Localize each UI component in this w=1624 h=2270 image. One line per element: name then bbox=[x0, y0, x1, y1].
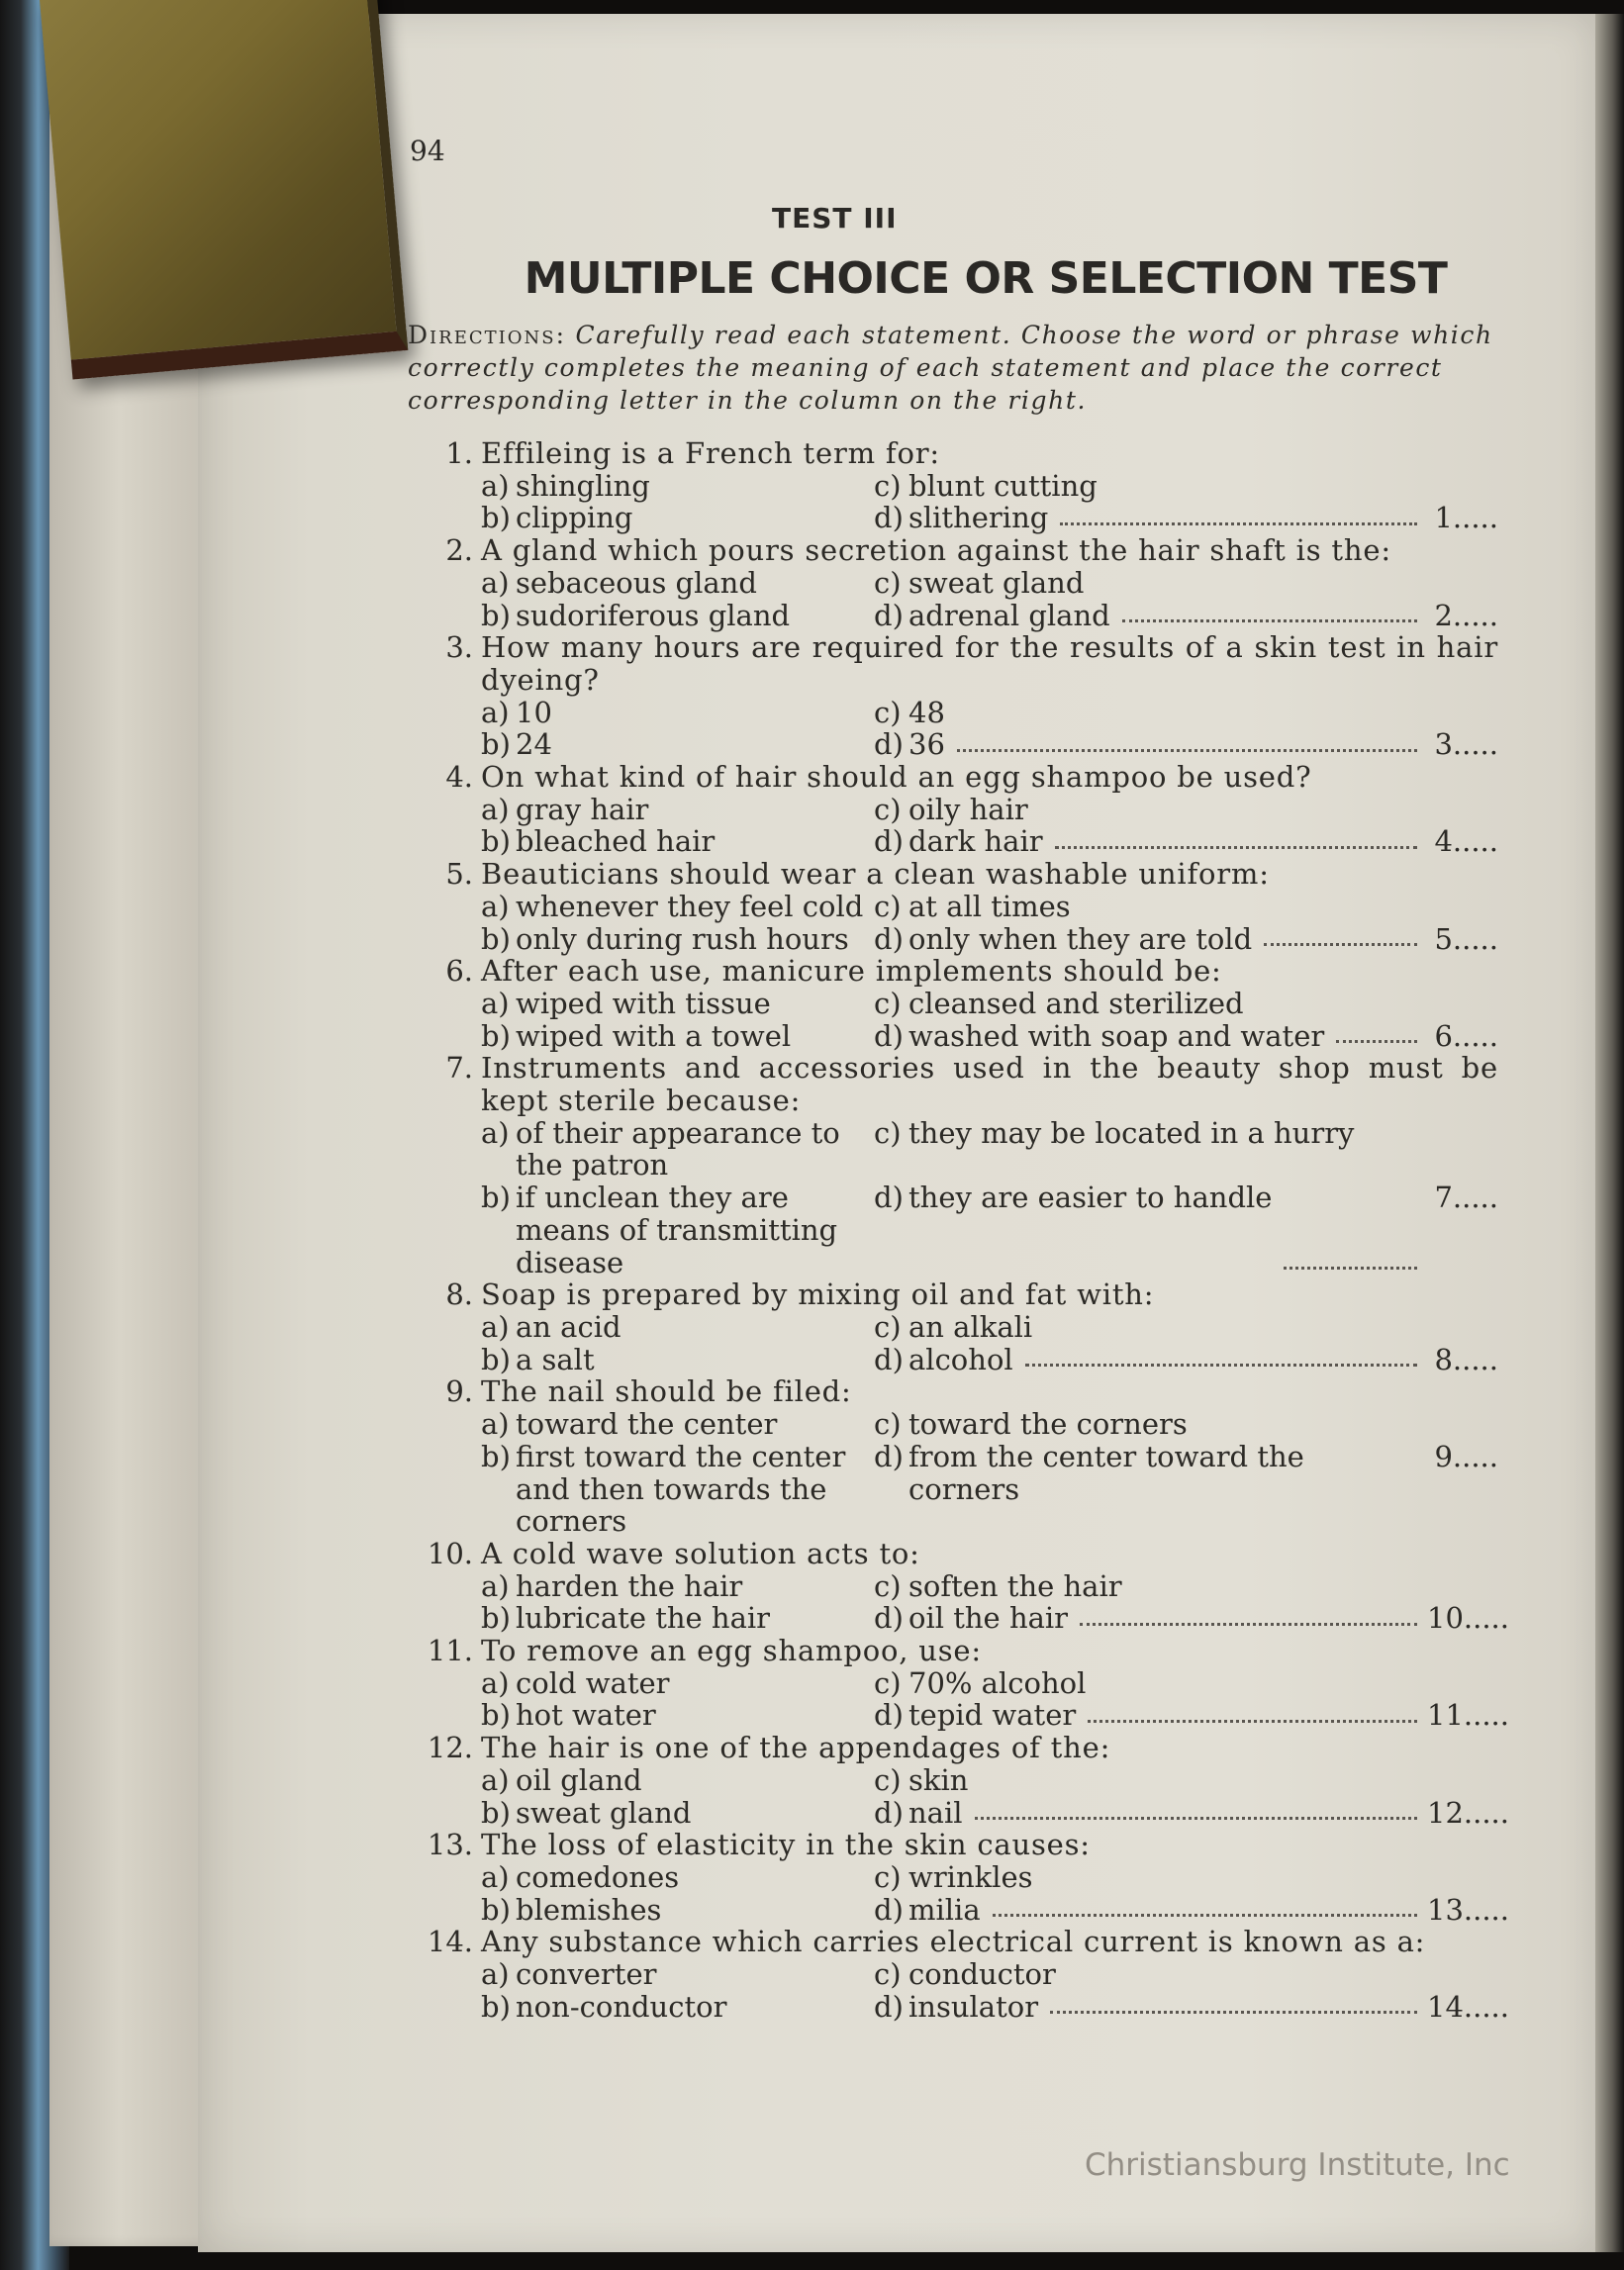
option-a: 10 bbox=[516, 695, 552, 729]
book-right-edge bbox=[1595, 14, 1624, 2252]
option-a: cold water bbox=[516, 1665, 670, 1700]
option-a: gray hair bbox=[516, 792, 649, 826]
question-number: 7. bbox=[445, 1051, 473, 1086]
question-text: Soap is prepared by mixing oil and fat with: bbox=[481, 1277, 1155, 1312]
question-text: The nail should be filed: bbox=[481, 1374, 852, 1409]
answer-blank: 8..... bbox=[1434, 1342, 1498, 1376]
question-item: 10. A cold wave solution acts to: a) harden the hair c) soften the hair b) lubricate the hair d) oil the hair 10..... bbox=[404, 1538, 1498, 1635]
question-text: Instruments and accessories used in the beauty shop must be kept sterile because: bbox=[481, 1051, 1498, 1118]
option-d: dark hair bbox=[908, 824, 1043, 859]
option-c: sweat gland bbox=[908, 565, 1085, 600]
option-c: oily hair bbox=[908, 792, 1028, 826]
question-item: 8. Soap is prepared by mixing oil and fat with: a) an acid c) an alkali b) a salt d) alcohol 8..... bbox=[404, 1278, 1498, 1375]
answer-leader bbox=[1050, 1991, 1417, 2015]
question-number: 2. bbox=[445, 533, 473, 568]
question-text: A cold wave solution acts to: bbox=[481, 1536, 920, 1570]
option-a: whenever they feel cold bbox=[516, 889, 864, 923]
option-d: insulator bbox=[908, 1989, 1039, 2024]
question-text: Beauticians should wear a clean washable uniform: bbox=[481, 857, 1270, 892]
question-item: 2. A gland which pours secretion against the hair shaft is the: a) sebaceous gland c) sweat gland b) sudoriferous gland d) adrenal gland 2..... bbox=[404, 534, 1498, 631]
option-d: slithering bbox=[908, 501, 1049, 535]
option-b: a salt bbox=[516, 1342, 595, 1376]
option-b: clipping bbox=[516, 501, 633, 535]
metal-clip bbox=[40, 0, 408, 380]
page-title: MULTIPLE CHOICE OR SELECTION TEST bbox=[524, 253, 1448, 304]
option-d: from the center toward the corners bbox=[908, 1439, 1304, 1506]
option-b: sudoriferous gland bbox=[516, 598, 791, 632]
question-text: On what kind of hair should an egg shampoo be used? bbox=[481, 760, 1312, 795]
question-text: After each use, manicure implements should be: bbox=[481, 954, 1222, 989]
answer-leader bbox=[1060, 502, 1417, 525]
option-c: cleansed and sterilized bbox=[908, 986, 1244, 1020]
answer-blank: 14..... bbox=[1427, 1989, 1509, 2024]
question-number: 13. bbox=[427, 1828, 473, 1862]
option-d: adrenal gland bbox=[908, 598, 1110, 632]
option-c: wrinkles bbox=[908, 1859, 1033, 1894]
answer-leader bbox=[993, 1894, 1417, 1918]
question-text: The hair is one of the appendages of the: bbox=[481, 1731, 1111, 1765]
answer-blank: 13..... bbox=[1427, 1892, 1509, 1927]
question-list bbox=[404, 436, 1509, 2024]
option-b: hot water bbox=[516, 1698, 656, 1733]
answer-blank: 12..... bbox=[1427, 1795, 1509, 1830]
option-a: comedones bbox=[516, 1859, 680, 1894]
option-d: oil the hair bbox=[908, 1601, 1069, 1636]
option-c: 70% alcohol bbox=[908, 1665, 1087, 1700]
answer-blank: 9..... bbox=[1434, 1439, 1498, 1473]
question-item: 1. Effileing is a French term for: a) shingling c) blunt cutting b) clipping d) slithering 1..... bbox=[404, 437, 1498, 534]
answer-blank: 5..... bbox=[1434, 921, 1498, 956]
answer-leader bbox=[1055, 825, 1417, 849]
test-label: TEST III bbox=[772, 202, 898, 235]
option-c: conductor bbox=[908, 1957, 1056, 1992]
page-number: 94 bbox=[410, 135, 445, 167]
option-d: only when they are told bbox=[908, 921, 1253, 956]
directions-text: Carefully read each statement. Choose the word or phrase which correctly completes the meaning of each statement and place the correct corresponding letter in the column on the right. bbox=[408, 321, 1493, 415]
option-a: of their appearance to the patron bbox=[516, 1115, 840, 1182]
option-a: an acid bbox=[516, 1309, 621, 1344]
answer-blank: 3..... bbox=[1434, 727, 1498, 762]
question-item: 14. Any substance which carries electrical current is known as a: a) converter c) conductor b) non-conductor d) insulator 14..... bbox=[404, 1926, 1498, 2023]
question-number: 14. bbox=[427, 1925, 473, 1959]
option-c: at all times bbox=[908, 889, 1071, 923]
question-item: 4. On what kind of hair should an egg shampoo be used? a) gray hair c) oily hair b) bleached hair d) dark hair 4..... bbox=[404, 761, 1498, 858]
option-b: blemishes bbox=[516, 1892, 662, 1927]
question-number: 9. bbox=[445, 1374, 473, 1409]
question-number: 8. bbox=[445, 1277, 473, 1312]
option-a: shingling bbox=[516, 468, 650, 503]
answer-leader bbox=[975, 1797, 1417, 1821]
option-d: alcohol bbox=[908, 1342, 1013, 1376]
answer-leader bbox=[1088, 1699, 1417, 1723]
option-d: milia bbox=[908, 1892, 981, 1927]
question-item: 3. How many hours are required for the results of a skin test in hair dyeing? a) 10 c) 48 b) 24 d) 36 3..... bbox=[404, 631, 1498, 761]
option-a: harden the hair bbox=[516, 1568, 743, 1603]
question-text: How many hours are required for the results of a skin test in hair dyeing? bbox=[481, 630, 1498, 697]
question-item: 6. After each use, manicure implements should be: a) wiped with tissue c) cleansed and sterilized b) wiped with a towel d) washed with soap and water 6..... bbox=[404, 955, 1498, 1052]
option-c: skin bbox=[908, 1762, 969, 1797]
option-a: toward the center bbox=[516, 1407, 778, 1442]
question-number: 10. bbox=[427, 1536, 473, 1570]
answer-blank: 2..... bbox=[1434, 598, 1498, 632]
answer-leader bbox=[1284, 1182, 1417, 1270]
question-item: 11. To remove an egg shampoo, use: a) cold water c) 70% alcohol b) hot water d) tepid water 11..... bbox=[404, 1635, 1498, 1732]
answer-blank: 1..... bbox=[1434, 501, 1498, 535]
option-b: wiped with a towel bbox=[516, 1018, 792, 1053]
option-a: oil gland bbox=[516, 1762, 642, 1797]
option-d: tepid water bbox=[908, 1698, 1077, 1733]
answer-blank: 10..... bbox=[1427, 1601, 1509, 1636]
directions-label: Directions: bbox=[408, 321, 566, 349]
option-a: converter bbox=[516, 1957, 657, 1992]
answer-leader bbox=[1080, 1602, 1417, 1626]
option-b: 24 bbox=[516, 727, 552, 762]
option-b: lubricate the hair bbox=[516, 1601, 771, 1636]
option-b: first toward the center and then towards the corners bbox=[516, 1439, 846, 1539]
question-text: Effileing is a French term for: bbox=[481, 436, 940, 470]
answer-blank: 6..... bbox=[1434, 1018, 1498, 1053]
option-a: wiped with tissue bbox=[516, 986, 771, 1020]
option-c: blunt cutting bbox=[908, 468, 1098, 503]
question-item: 12. The hair is one of the appendages of the: a) oil gland c) skin b) sweat gland d) nail 12..... bbox=[404, 1732, 1498, 1829]
question-number: 12. bbox=[427, 1731, 473, 1765]
watermark: Christiansburg Institute, Inc bbox=[1085, 2147, 1510, 2183]
option-b: only during rush hours bbox=[516, 921, 849, 956]
question-item: 7. Instruments and accessories used in the beauty shop must be kept sterile because: a) of their appearance to the patron c) they may be located in a hurry b) if unclean they are means of transmitting disease d) they are easier to handle 7..... bbox=[404, 1052, 1498, 1278]
question-text: Any substance which carries electrical current is known as a: bbox=[481, 1925, 1426, 1959]
answer-leader bbox=[1336, 1020, 1417, 1044]
option-c: 48 bbox=[908, 695, 945, 729]
question-item: 9. The nail should be filed: a) toward the center c) toward the corners b) first toward the center and then towards the corners d) from the center toward the corners 9..... bbox=[404, 1375, 1498, 1538]
question-number: 5. bbox=[445, 857, 473, 892]
option-c: an alkali bbox=[908, 1309, 1033, 1344]
option-b: sweat gland bbox=[516, 1795, 692, 1830]
answer-leader bbox=[1025, 1344, 1417, 1368]
question-number: 1. bbox=[445, 436, 473, 470]
answer-blank: 11..... bbox=[1427, 1698, 1509, 1733]
question-number: 3. bbox=[445, 630, 473, 665]
option-d: washed with soap and water bbox=[908, 1018, 1325, 1053]
option-b: non-conductor bbox=[516, 1989, 727, 2024]
option-c: they may be located in a hurry bbox=[908, 1115, 1355, 1150]
option-d: nail bbox=[908, 1795, 963, 1830]
directions bbox=[408, 319, 1494, 417]
option-a: sebaceous gland bbox=[516, 565, 757, 600]
option-b: if unclean they are means of transmitting disease bbox=[516, 1181, 838, 1279]
question-text: The loss of elasticity in the skin causes: bbox=[481, 1828, 1091, 1862]
answer-leader bbox=[1122, 600, 1417, 623]
option-c: soften the hair bbox=[908, 1568, 1122, 1603]
option-c: toward the corners bbox=[908, 1407, 1188, 1442]
question-item: 13. The loss of elasticity in the skin causes: a) comedones c) wrinkles b) blemishes d) milia 13..... bbox=[404, 1829, 1498, 1926]
answer-blank: 4..... bbox=[1434, 824, 1498, 859]
option-d: 36 bbox=[908, 727, 945, 762]
question-item: 5. Beauticians should wear a clean washable uniform: a) whenever they feel cold c) at all times b) only during rush hours d) only when they are told 5..... bbox=[404, 858, 1498, 955]
answer-blank: 7..... bbox=[1434, 1181, 1498, 1215]
answer-leader bbox=[1264, 923, 1417, 947]
option-d: they are easier to handle bbox=[908, 1181, 1273, 1215]
option-b: bleached hair bbox=[516, 824, 716, 859]
question-text: To remove an egg shampoo, use: bbox=[481, 1634, 982, 1668]
question-number: 11. bbox=[427, 1634, 473, 1668]
question-number: 6. bbox=[445, 954, 473, 989]
question-number: 4. bbox=[445, 760, 473, 795]
question-text: A gland which pours secretion against the hair shaft is the: bbox=[481, 533, 1391, 568]
answer-leader bbox=[957, 728, 1417, 752]
